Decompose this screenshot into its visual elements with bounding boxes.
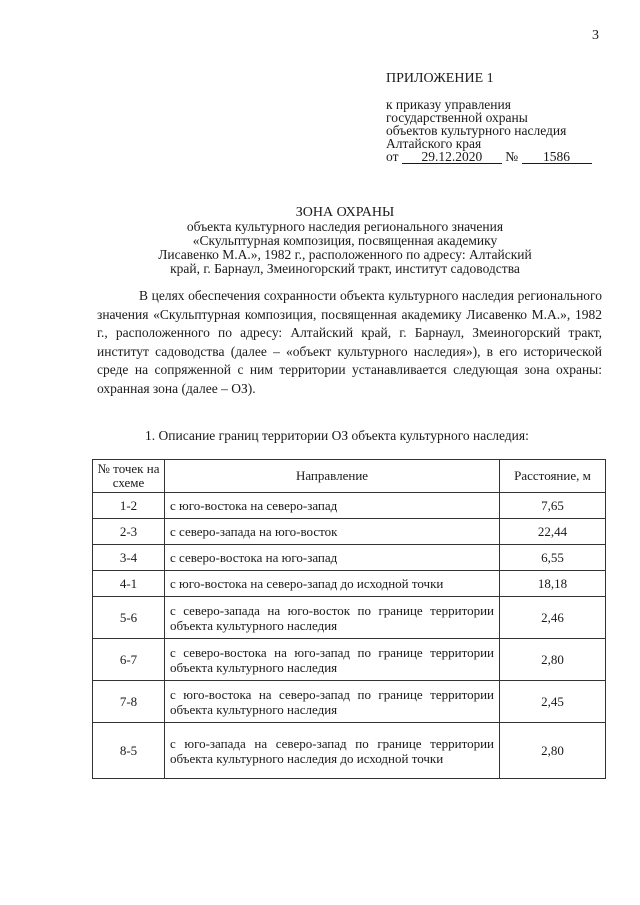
appendix-title: ПРИЛОЖЕНИЕ 1 — [386, 71, 494, 86]
section-title: 1. Описание границ территории ОЗ объекта культурного наследия: — [145, 428, 529, 443]
cell-distance: 2,45 — [500, 681, 606, 723]
cell-direction: с юго-востока на северо-запад до исходной точки — [165, 571, 500, 597]
appendix-line: к приказу управления — [386, 97, 511, 112]
cell-direction: с юго-запада на северо-запад по границе территории объекта культурного наследия до исходной точки — [165, 723, 500, 779]
heading-line: край, г. Барнаул, Змеиногорский тракт, институт садоводства — [170, 261, 520, 276]
cell-distance: 2,80 — [500, 723, 606, 779]
heading-line: «Скульптурная композиция, посвященная академику — [192, 233, 498, 248]
table-row — [93, 681, 606, 723]
table-row — [93, 545, 606, 571]
cell-points: 2-3 — [93, 519, 165, 545]
cell-points: 3-4 — [93, 545, 165, 571]
page-number: 3 — [592, 28, 599, 43]
table-row — [93, 571, 606, 597]
table-row — [93, 493, 606, 519]
appendix-line: государственной охраны — [386, 110, 528, 125]
cell-points: 4-1 — [93, 571, 165, 597]
table-row — [93, 723, 606, 779]
cell-points: 8-5 — [93, 723, 165, 779]
cell-points: 1-2 — [93, 493, 165, 519]
intro-section — [97, 287, 602, 398]
cell-direction: с северо-востока на юго-запад — [165, 545, 500, 571]
table-header-row — [93, 460, 606, 493]
borders-table — [92, 459, 606, 779]
heading-line: объекта культурного наследия регионального значения — [186, 219, 504, 234]
cell-distance: 18,18 — [500, 571, 606, 597]
table-row — [93, 597, 606, 639]
table-row — [93, 639, 606, 681]
cell-distance: 7,65 — [500, 493, 606, 519]
heading-line: Лисавенко М.А.», 1982 г., расположенного по адресу: Алтайский — [158, 247, 532, 262]
order-date: 29.12.2020 — [402, 151, 502, 164]
order-date-line — [386, 150, 592, 164]
intro-paragraph: В целях обеспечения сохранности объекта культурного наследия регионального значения «Скульптурная композиция, посвященная академику Лисавенко М.А.», 1982 г., расположенного по адресу: Алтайский край, г. Барнаул, Змеиногорский тракт, институт садоводства (далее – «объект культурного наследия»), в его исторической среде на сопряженной с ним территории устанавливается следующая зона охраны: охранная зона (далее – ОЗ). — [97, 288, 602, 396]
table-row — [93, 519, 606, 545]
cell-distance: 2,46 — [500, 597, 606, 639]
cell-distance: 2,80 — [500, 639, 606, 681]
header-distance: Расстояние, м — [500, 460, 606, 493]
cell-distance: 22,44 — [500, 519, 606, 545]
number-sign: № — [505, 149, 519, 164]
appendix-line: объектов культурного наследия — [386, 123, 567, 138]
date-prefix: от — [386, 149, 399, 164]
cell-direction: с юго-востока на северо-запад — [165, 493, 500, 519]
appendix-line: Алтайского края — [386, 136, 482, 151]
document-heading — [110, 206, 580, 276]
appendix-block — [386, 72, 592, 164]
cell-direction: с юго-востока на северо-запад по границе территории объекта культурного наследия — [165, 681, 500, 723]
cell-points: 6-7 — [93, 639, 165, 681]
header-points: № точек на схеме — [93, 460, 165, 493]
document-title: ЗОНА ОХРАНЫ — [295, 205, 395, 220]
cell-distance: 6,55 — [500, 545, 606, 571]
cell-direction: с северо-запада на юго-восток по границе территории объекта культурного наследия — [165, 597, 500, 639]
cell-direction: с северо-запада на юго-восток — [165, 519, 500, 545]
order-number: 1586 — [522, 151, 592, 164]
cell-direction: с северо-востока на юго-запад по границе территории объекта культурного наследия — [165, 639, 500, 681]
cell-points: 5-6 — [93, 597, 165, 639]
header-direction: Направление — [165, 460, 500, 493]
cell-points: 7-8 — [93, 681, 165, 723]
